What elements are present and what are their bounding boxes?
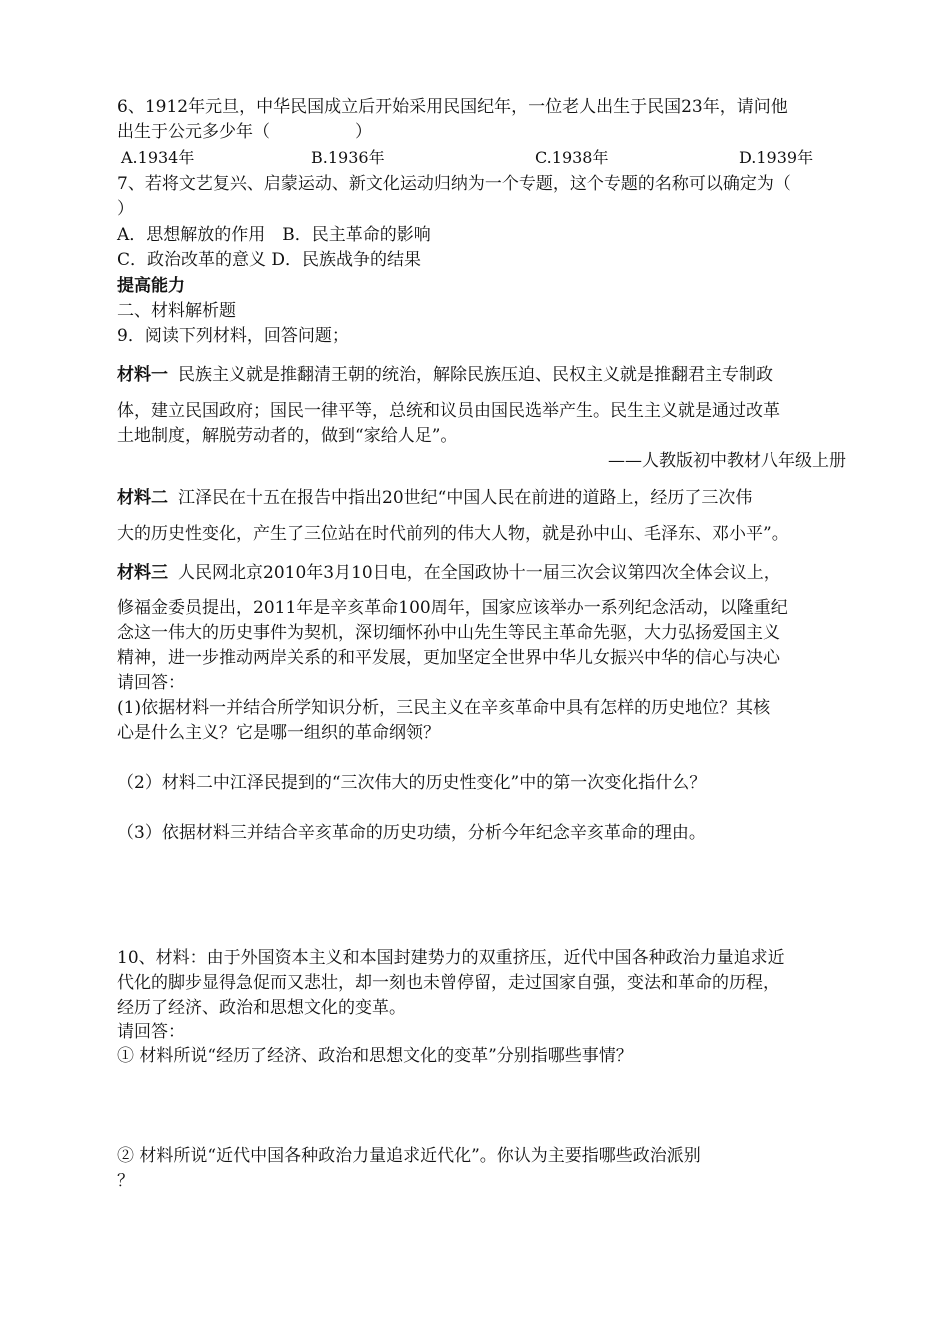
q6-option-c: C.1938年 (535, 148, 609, 167)
material2-line1 (117, 487, 752, 509)
q6-stem-line2: 出生于公元多少年（ ） (117, 122, 372, 142)
q7-options-line1: A．思想解放的作用 B．民主革命的影响 (117, 225, 431, 245)
material3-label: 材料三 (117, 563, 168, 583)
material2-line2: 大的历史性变化，产生了三位站在时代前列的伟大人物，就是孙中山、毛泽东、邓小平”。 (117, 524, 789, 544)
section-title-materials: 二、材料解析题 (117, 301, 236, 321)
q7-stem-line2: ） (117, 199, 134, 219)
q9-sub2: （2）材料二中江泽民提到的“三次伟大的历史性变化”中的第一次变化指什么？ (117, 773, 707, 793)
q10-sub2-tail: ？ (117, 1171, 134, 1191)
material3-line1 (117, 562, 781, 584)
q9-intro: 9．阅读下列材料，回答问题； (117, 326, 349, 346)
material3-line3: 念这一伟大的历史事件为契机，深切缅怀孙中山先生等民主革命先驱，大力弘扬爱国主义 (117, 623, 780, 643)
q10-line2: 代化的脚步显得急促而又悲壮，却一刻也未曾停留，走过国家自强，变法和革命的历程， (117, 973, 780, 993)
material3-text: 人民网北京2010年3月10日电，在全国政协十一届三次会议第四次全体会议上， (178, 563, 781, 583)
q10-line3: 经历了经济、政治和思想文化的变革。 (117, 998, 406, 1018)
q9-sub3: （3）依据材料三并结合辛亥革命的历史功绩，分析今年纪念辛亥革命的理由。 (117, 823, 706, 843)
q6-option-d: D.1939年 (739, 148, 814, 167)
q10-sub1: ① 材料所说“经历了经济、政治和思想文化的变革”分别指哪些事情？ (117, 1046, 633, 1066)
q9-sub1-line2: 心是什么主义？它是哪一组织的革命纲领？ (117, 723, 440, 743)
material2-text: 江泽民在十五在报告中指出20世纪“中国人民在前进的道路上，经历了三次伟 (178, 488, 753, 508)
q9-please-answer: 请回答： (117, 673, 185, 693)
q6-option-a: A.1934年 (121, 148, 195, 167)
material1-text: 民族主义就是推翻清王朝的统治，解除民族压迫、民权主义就是推翻君主专制政 (178, 365, 773, 385)
q6-option-b: B.1936年 (311, 148, 385, 167)
material3-line4: 精神，进一步推动两岸关系的和平发展，更加坚定全世界中华儿女振兴中华的信心与决心 (117, 648, 780, 668)
material1-source: ——人教版初中教材八年级上册 (608, 451, 846, 471)
q10-please-answer: 请回答： (117, 1022, 185, 1042)
q6-stem-line1: 6、1912年元旦，中华民国成立后开始采用民国纪年，一位老人出生于民国23年，请问他 (117, 97, 788, 117)
material3-line2: 修福金委员提出，2011年是辛亥革命100周年，国家应该举办一系列纪念活动，以隆重纪 (117, 598, 788, 618)
q10-sub2: ② 材料所说“近代中国各种政治力量追求近代化”。你认为主要指哪些政治派别 (117, 1146, 701, 1166)
q7-options-line2: C．政治改革的意义 D．民族战争的结果 (117, 250, 422, 270)
q7-stem-line1: 7、若将文艺复兴、启蒙运动、新文化运动归纳为一个专题，这个专题的名称可以确定为（ (117, 174, 791, 194)
material1-line1 (117, 364, 773, 386)
material1-line3: 土地制度，解脱劳动者的，做到“家给人足”。 (117, 426, 458, 446)
q10-line1: 10、材料：由于外国资本主义和本国封建势力的双重挤压，近代中国各种政治力量追求近 (117, 948, 785, 968)
material1-label: 材料一 (117, 365, 168, 385)
material1-line2: 体，建立民国政府；国民一律平等，总统和议员由国民选举产生。民生主义就是通过改革 (117, 401, 780, 421)
q9-sub1-line1: (1)依据材料一并结合所学知识分析，三民主义在辛亥革命中具有怎样的历史地位？其核 (117, 698, 771, 718)
material2-label: 材料二 (117, 488, 168, 508)
section-heading: 提高能力 (117, 276, 185, 296)
